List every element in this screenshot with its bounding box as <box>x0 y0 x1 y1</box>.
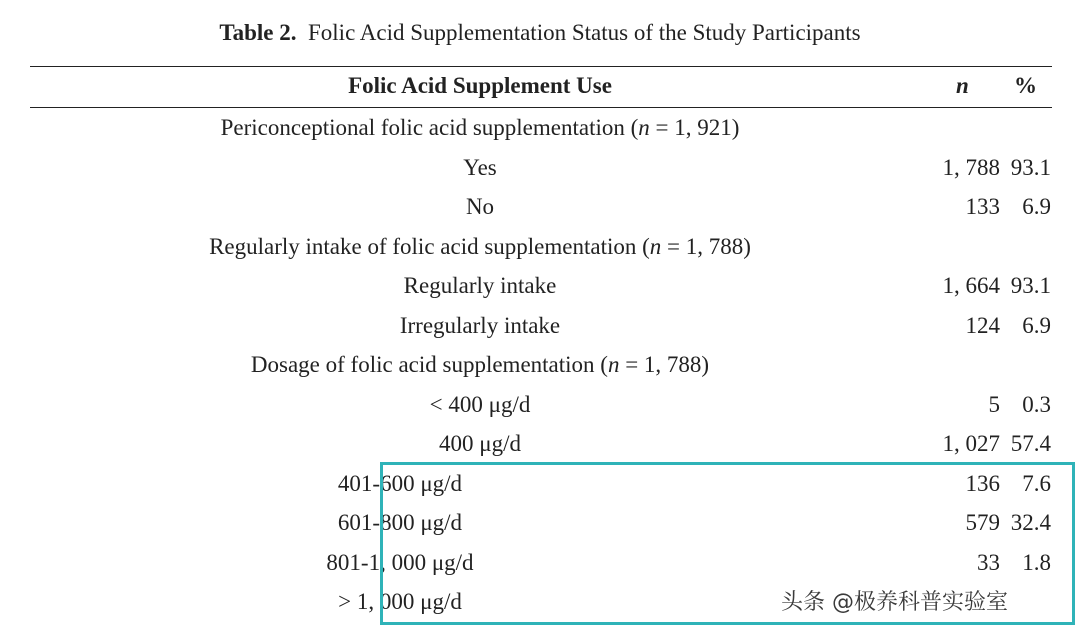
header-supplement-use: Folic Acid Supplement Use <box>348 73 612 98</box>
row-percent: 6.9 <box>1022 194 1051 219</box>
row-percent: 6.9 <box>1022 312 1051 338</box>
row-label: Yes <box>463 154 497 180</box>
row-label: Dosage of folic acid supplementation (n = 1, 788) <box>250 352 710 377</box>
table-caption <box>0 20 1080 46</box>
row-n: 1, 027 <box>942 431 1000 456</box>
row-percent: 93.1 <box>1010 154 1051 180</box>
row-label: 401-600 μg/d <box>337 470 463 496</box>
row-percent: 93.1 <box>1010 273 1051 298</box>
row-n: 579 <box>965 510 1000 535</box>
header-rule <box>30 107 1052 108</box>
row-n: 1, 664 <box>942 273 1000 298</box>
row-percent: 0.3 <box>1022 391 1051 417</box>
header-percent: % <box>1014 73 1037 98</box>
table-row <box>0 115 1080 155</box>
row-n: 5 <box>988 391 1000 417</box>
row-label: 601-800 μg/d <box>337 510 463 535</box>
row-label: Irregularly intake <box>399 312 561 338</box>
row-percent: 1.8 <box>1022 549 1051 575</box>
table-number: Table 2. <box>219 20 297 45</box>
row-label: No <box>465 194 495 219</box>
table-row <box>0 194 1080 234</box>
row-label: > 1, 000 μg/d <box>338 589 462 614</box>
row-percent: 57.4 <box>1010 431 1051 456</box>
row-n: 124 <box>965 312 1000 338</box>
table-title: Folic Acid Supplementation Status of the Study Participants <box>308 20 861 45</box>
row-n: 133 <box>965 194 1000 219</box>
watermark: 头条 @极养科普实验室 <box>781 590 1008 615</box>
table-row <box>0 234 1080 274</box>
header-n: n <box>956 73 969 98</box>
top-rule <box>30 66 1052 67</box>
row-n: 1, 788 <box>942 154 1000 180</box>
row-n: 33 <box>977 549 1000 575</box>
row-label: 801-1, 000 μg/d <box>326 549 474 575</box>
table-row <box>0 313 1080 353</box>
table-row <box>0 155 1080 195</box>
row-label: Regularly intake of folic acid supplementation (n = 1, 788) <box>209 233 751 259</box>
table-row <box>0 392 1080 432</box>
row-n: 136 <box>965 470 1000 496</box>
row-label: 400 μg/d <box>439 431 521 456</box>
row-percent: 7.6 <box>1022 470 1051 496</box>
row-label: Regularly intake <box>403 273 557 298</box>
row-label: < 400 μg/d <box>429 391 531 417</box>
row-percent: 32.4 <box>1010 510 1051 535</box>
table-row <box>0 352 1080 392</box>
row-label: Periconceptional folic acid supplementation (n = 1, 921) <box>220 115 740 140</box>
table-row <box>0 273 1080 313</box>
